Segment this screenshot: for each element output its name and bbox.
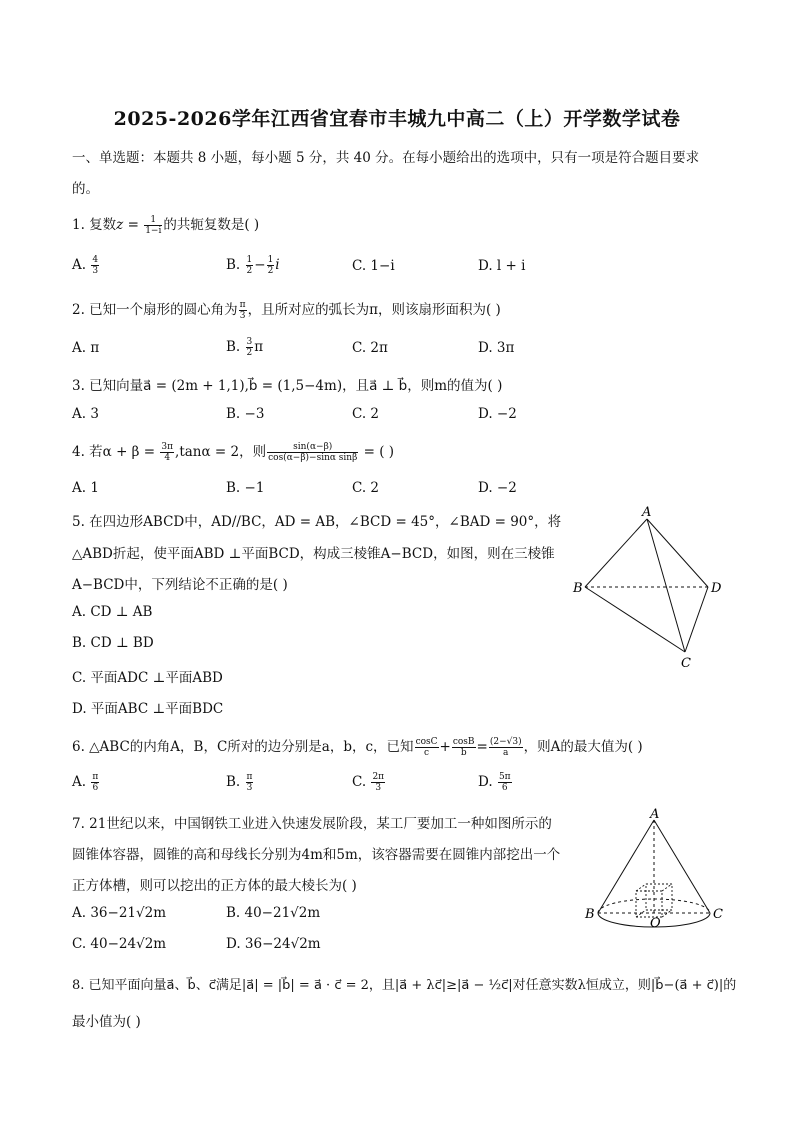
q3-option-c: C. 2 — [352, 406, 380, 422]
q4-option-b: B. −1 — [226, 480, 265, 496]
q1-b-frac2 — [267, 255, 275, 276]
question-5-line1: 5. 在四边形ABCD中，AD//BC，AD = AB，∠BCD = 45°，∠BAD = 90°，将 — [72, 514, 562, 530]
q6-b-frac — [246, 772, 254, 793]
q6-d-num: 5π — [498, 772, 511, 782]
q2-b-frac — [246, 337, 254, 358]
q4-option-d: D. −2 — [478, 480, 517, 496]
q5-option-c: C. 平面ADC ⊥平面ABD — [72, 670, 223, 686]
label-b: B — [573, 581, 583, 596]
q6-d-den: 6 — [501, 783, 508, 793]
q1-b-n2: 1 — [267, 255, 274, 265]
q6-d3: a — [503, 748, 509, 758]
q5-option-a: A. CD ⊥ AB — [72, 604, 153, 620]
q2-option-a: A. π — [72, 340, 100, 356]
edge-bc — [585, 587, 685, 652]
question-2 — [72, 298, 501, 321]
q6-option-a — [72, 772, 100, 793]
edge-dc — [685, 587, 708, 652]
label-c: C — [681, 656, 691, 671]
q4-den2: cos(α−β)−sinα sinβ — [268, 453, 358, 463]
q1-prefix: 1. 复数 — [72, 217, 117, 233]
q4-den1: 4 — [164, 453, 171, 463]
q6-n3: (2−√3) — [489, 737, 522, 747]
q3-option-b: B. −3 — [226, 406, 265, 422]
q3-option-a: A. 3 — [72, 406, 99, 422]
q4-suffix: = ( ) — [359, 444, 395, 460]
cube-edge-2 — [662, 884, 672, 891]
tetrahedron-figure — [565, 505, 735, 675]
question-5-line2: △ABD折起，使平面ABD ⊥平面BCD，构成三棱锥A−BCD，如图，则在三棱锥 — [72, 546, 555, 562]
q2-suffix: ，且所对应的弧长为π，则该扇形面积为( ) — [247, 302, 501, 318]
q1-b-frac1 — [246, 255, 254, 276]
q2-den: 3 — [239, 311, 246, 321]
label-d: D — [711, 581, 722, 596]
q6-frac2 — [452, 737, 476, 758]
q1-a-num: 4 — [92, 255, 99, 265]
q4-option-c: C. 2 — [352, 480, 380, 496]
q1-suffix: 的共轭复数是( ) — [163, 217, 260, 233]
q1-den: 1−i — [145, 226, 162, 236]
q6-option-d — [478, 772, 513, 793]
q6-option-b — [226, 772, 254, 793]
q6-frac3 — [489, 737, 523, 758]
q4-frac2 — [267, 442, 358, 463]
q1-b-label: B. — [226, 257, 245, 273]
q6-a-den: 6 — [92, 783, 99, 793]
question-7-line2: 圆锥体容器，圆锥的高和母线长分别为4m和5m，该容器需要在圆锥内部挖出一个 — [72, 847, 561, 863]
q1-b-d1: 2 — [246, 266, 253, 276]
q6-n1: cosC — [415, 737, 438, 747]
q6-suffix: ，则A的最大值为( ) — [523, 739, 643, 755]
section-instruction-line2: 的。 — [72, 181, 99, 197]
q6-c-frac — [371, 772, 385, 793]
q2-fraction — [239, 300, 247, 321]
question-4 — [72, 440, 394, 463]
edge-ad — [647, 519, 708, 587]
question-6 — [72, 735, 643, 758]
question-3: 3. 已知向量a⃗ = (2m + 1,1),b⃗ = (1,5−4m)，且a⃗ ⊥ b⃗，则m的值为( ) — [72, 378, 503, 394]
q4-frac1 — [160, 442, 174, 463]
q6-prefix: 6. △ABC的内角A，B，C所对的边分别是a，b，c，已知 — [72, 739, 414, 755]
question-7-line3: 正方体槽，则可以挖出的正方体的最大棱长为( ) — [72, 878, 357, 894]
q2-option-b — [226, 337, 263, 358]
q6-b-den: 3 — [246, 783, 253, 793]
q4-num1: 3π — [161, 442, 174, 452]
q1-num: 1 — [144, 215, 162, 226]
q2-option-c: C. 2π — [352, 340, 388, 356]
edge-ab — [585, 519, 647, 587]
cone-label-o: O — [650, 916, 661, 931]
q1-eq: = — [123, 217, 144, 233]
q4-num2: sin(α−β) — [267, 442, 358, 453]
q1-a-frac — [91, 255, 99, 276]
q1-b-d2: 2 — [267, 266, 274, 276]
q6-c-num: 2π — [372, 772, 385, 782]
q6-eq: = — [476, 739, 488, 755]
q7-option-b: B. 40−21√2m — [226, 905, 321, 921]
q6-c-label: C. — [352, 774, 371, 790]
q1-var: z — [116, 217, 124, 233]
q6-frac1 — [415, 737, 439, 758]
cone-figure — [580, 805, 730, 940]
q4-mid: ,tanα = 2，则 — [175, 444, 267, 460]
q4-prefix: 4. 若α + β = — [72, 444, 160, 460]
q6-c-den: 3 — [375, 783, 382, 793]
q7-option-d: D. 36−24√2m — [226, 936, 321, 952]
q2-b-label: B. — [226, 339, 245, 355]
q1-b-tail: i — [275, 257, 280, 273]
question-7-line1: 7. 21世纪以来，中国钢铁工业进入快速发展阶段，某工厂要加工一种如图所示的 — [72, 816, 552, 832]
question-8-line2: 最小值为( ) — [72, 1014, 141, 1030]
q2-b-tail: π — [254, 339, 264, 355]
cone-label-c: C — [713, 907, 723, 922]
q6-a-label: A. — [72, 774, 91, 790]
q1-option-d: D. l + i — [478, 258, 526, 274]
q2-b-num: 3 — [246, 337, 253, 347]
q3-option-d: D. −2 — [478, 406, 517, 422]
cone-label-b: B — [585, 907, 595, 922]
q6-d-label: D. — [478, 774, 497, 790]
q4-option-a: A. 1 — [72, 480, 99, 496]
q6-n2: cosB — [452, 737, 475, 747]
q6-a-frac — [91, 772, 99, 793]
q7-option-c: C. 40−24√2m — [72, 936, 167, 952]
q1-fraction — [144, 215, 162, 236]
q6-b-num: π — [246, 772, 253, 782]
q1-option-b — [226, 255, 280, 276]
q6-plus: + — [439, 739, 451, 755]
q1-option-c: C. 1−i — [352, 258, 395, 274]
question-8-line1: 8. 已知平面向量a⃗、b⃗、c⃗满足|a⃗| = |b⃗| = a⃗ · c⃗ = 2，且|a⃗ + λc⃗|≥|a⃗ − ½c⃗|对任意实数λ恒成立，则|b⃗−(a⃗ + c⃗)|的 — [72, 978, 737, 993]
q5-option-d: D. 平面ABC ⊥平面BDC — [72, 701, 224, 717]
q6-a-num: π — [92, 772, 99, 782]
q2-num: π — [239, 300, 246, 310]
q7-option-a: A. 36−21√2m — [72, 905, 166, 921]
cone-label-a: A — [650, 807, 660, 822]
cube-edge-1 — [636, 884, 646, 891]
q1-a-den: 3 — [92, 266, 99, 276]
cube-back — [646, 884, 672, 910]
question-1 — [72, 213, 259, 236]
edge-ac — [647, 519, 685, 652]
section-instruction-line1: 一、单选题：本题共 8 小题，每小题 5 分，共 40 分。在每小题给出的选项中，只有一项是符合题目要求 — [72, 150, 700, 166]
q5-option-b: B. CD ⊥ BD — [72, 635, 154, 651]
q2-prefix: 2. 已知一个扇形的圆心角为 — [72, 302, 238, 318]
q1-option-a — [72, 255, 100, 276]
q6-b-label: B. — [226, 774, 245, 790]
page-title: 2025-2026学年江西省宜春市丰城九中高二（上）开学数学试卷 — [113, 108, 681, 130]
q2-option-d: D. 3π — [478, 340, 515, 356]
q2-b-den: 2 — [246, 348, 253, 358]
q6-d1: c — [424, 748, 430, 758]
question-5-line3: A−BCD中，下列结论不正确的是( ) — [72, 577, 288, 593]
q1-b-mid: − — [254, 257, 266, 273]
q1-b-n1: 1 — [246, 255, 253, 265]
q6-option-c — [352, 772, 386, 793]
q6-d2: b — [460, 748, 467, 758]
q1-a-label: A. — [72, 257, 91, 273]
label-a: A — [642, 505, 652, 520]
q6-d-frac — [498, 772, 512, 793]
